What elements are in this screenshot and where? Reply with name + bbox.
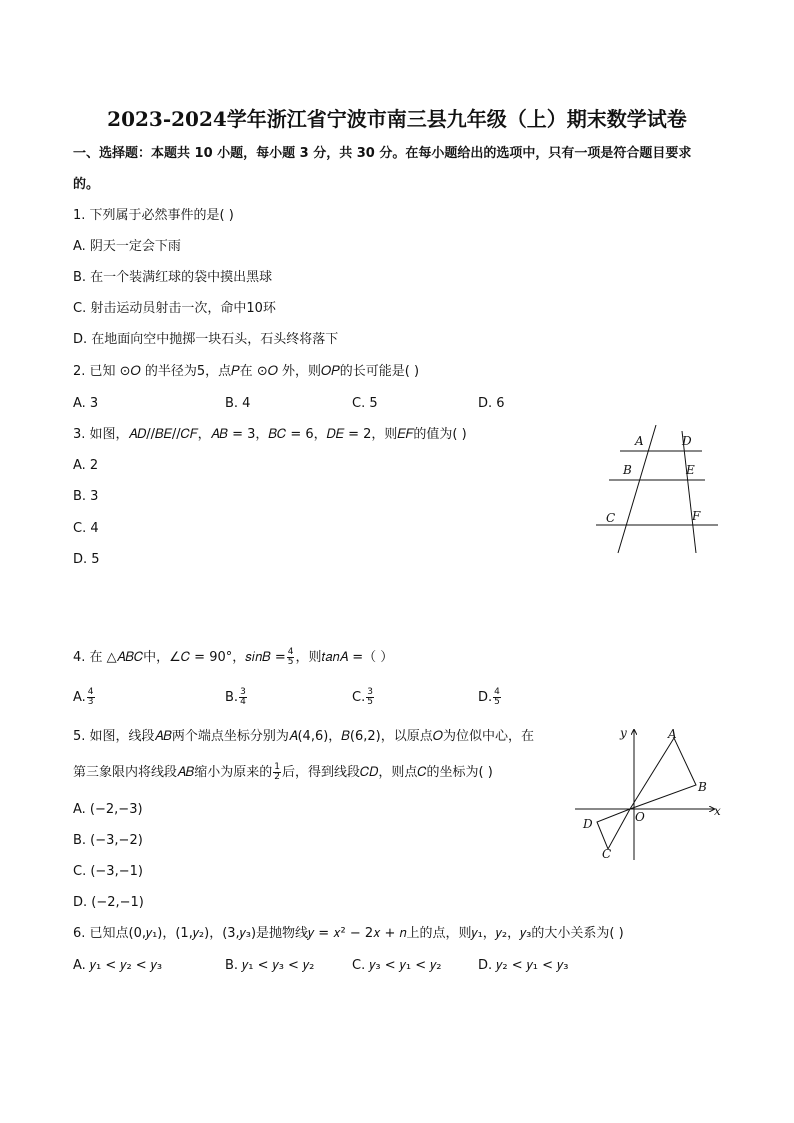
- question-4-stem-fraction: [287, 648, 295, 667]
- option-fraction: [239, 688, 247, 707]
- page-title: 2023-2024学年浙江省宁波市南三县九年级（上）期末数学试卷: [107, 107, 687, 131]
- fraction-numerator: 4: [87, 687, 94, 697]
- question-4-option-b: [225, 688, 248, 707]
- question-2-option-c: C. 5: [352, 396, 378, 411]
- question-2-option-d: D. 6: [478, 396, 505, 411]
- question-1-option-b: B. 在一个装满红球的袋中摸出黑球: [73, 270, 273, 285]
- question-2-stem: 2. 已知 ⊙𝑂 的半径为5，点𝑃在 ⊙𝑂 外，则𝑂𝑃的长可能是( ): [73, 364, 420, 379]
- fraction-numerator: 4: [287, 647, 294, 657]
- question-1-option-c: C. 射击运动员射击一次，命中10环: [73, 301, 276, 316]
- fraction-denominator: 5: [287, 657, 294, 667]
- label-a: A: [668, 727, 677, 741]
- option-fraction: [493, 688, 501, 707]
- question-1-option-d: D. 在地面向空中抛掷一块石头，石头终将落下: [73, 332, 339, 347]
- question-4-option-c: [352, 688, 375, 707]
- transversal-right: [682, 431, 696, 553]
- question-3-option-c: C. 4: [73, 521, 99, 536]
- question-6-option-d: D. 𝑦₂ < 𝑦₁ < 𝑦₃: [478, 958, 569, 973]
- fraction-numerator: 3: [367, 687, 373, 697]
- label-c: C: [606, 511, 616, 525]
- question-5-stem-line1: 5. 如图，线段𝐴𝐵两个端点坐标分别为𝐴(4,6)，𝐵(6,2)，以原点𝑂为位似中心，在: [73, 729, 534, 744]
- triangle-oab: [630, 738, 696, 809]
- stem-part-a: 第三象限内将线段𝐴𝐵缩小为原来的: [73, 765, 273, 780]
- question-5-option-c: C. (−3,−1): [73, 864, 143, 879]
- question-3-figure: [590, 425, 725, 560]
- stem-fraction: [273, 763, 281, 782]
- question-4-option-a: [73, 688, 96, 707]
- question-4-option-d: [478, 688, 502, 707]
- option-letter: D.: [478, 690, 493, 705]
- label-f: F: [692, 509, 701, 523]
- question-3-option-b: B. 3: [73, 489, 99, 504]
- option-letter: A.: [73, 690, 86, 705]
- question-5-figure: [572, 722, 732, 864]
- fraction-denominator: 5: [367, 697, 373, 707]
- question-4-stem-part-a: 4. 在 △𝐴𝐵𝐶中，∠𝐶 = 90°，𝑠𝑖𝑛𝐵 =: [73, 650, 286, 665]
- question-4-stem-part-b: ，则𝑡𝑎𝑛𝐴 =（ ）: [295, 650, 394, 665]
- question-6-option-b: B. 𝑦₁ < 𝑦₃ < 𝑦₂: [225, 958, 315, 973]
- question-3-stem: 3. 如图，𝐴𝐷//𝐵𝐸//𝐶𝐹，𝐴𝐵 = 3，𝐵𝐶 = 6，𝐷𝐸 = 2，则𝐸𝐹的值为( ): [73, 427, 467, 442]
- fraction-denominator: 4: [240, 697, 246, 707]
- question-2-option-a: A. 3: [73, 396, 99, 411]
- option-letter: C.: [352, 690, 366, 705]
- label-a: A: [635, 434, 644, 448]
- fraction-denominator: 5: [494, 697, 500, 707]
- question-1-stem: 1. 下列属于必然事件的是( ): [73, 208, 234, 223]
- question-6-option-c: C. 𝑦₃ < 𝑦₁ < 𝑦₂: [352, 958, 442, 973]
- question-2-option-b: B. 4: [225, 396, 251, 411]
- fraction-numerator: 3: [240, 687, 246, 697]
- option-letter: B.: [225, 690, 239, 705]
- label-d: D: [583, 817, 593, 831]
- label-x: x: [714, 804, 721, 818]
- label-o: O: [635, 810, 645, 824]
- option-fraction: [366, 688, 374, 707]
- triangle-ocd: [597, 809, 630, 849]
- question-4-stem: [73, 648, 393, 667]
- section-heading-line1: 一、选择题：本题共 10 小题，每小题 3 分，共 30 分。在每小题给出的选项中，只有一项是符合题目要求: [73, 146, 692, 161]
- section-heading-line2: 的。: [73, 177, 100, 192]
- label-d: D: [682, 434, 692, 448]
- question-3-option-d: D. 5: [73, 552, 100, 567]
- fraction-numerator: 1: [274, 762, 281, 772]
- label-c: C: [602, 847, 612, 861]
- question-5-stem-line2: [73, 763, 493, 782]
- fraction-denominator: 3: [87, 697, 94, 707]
- question-5-option-a: A. (−2,−3): [73, 802, 143, 817]
- label-y: y: [620, 726, 627, 740]
- question-5-option-d: D. (−2,−1): [73, 895, 144, 910]
- fraction-numerator: 4: [494, 687, 500, 697]
- fraction-denominator: 2: [274, 772, 281, 782]
- stem-part-b: 后，得到线段𝐶𝐷，则点𝐶的坐标为( ): [282, 765, 493, 780]
- label-e: E: [686, 463, 695, 477]
- label-b: B: [623, 463, 632, 477]
- option-fraction: [87, 688, 95, 707]
- question-6-stem: 6. 已知点(0,𝑦₁)，(1,𝑦₂)，(3,𝑦₃)是抛物线𝑦 = 𝑥² − 2𝑥 + 𝑛上的点，则𝑦₁，𝑦₂，𝑦₃的大小关系为( ): [73, 926, 624, 941]
- label-b: B: [698, 780, 707, 794]
- question-3-option-a: A. 2: [73, 458, 99, 473]
- question-6-option-a: A. 𝑦₁ < 𝑦₂ < 𝑦₃: [73, 958, 163, 973]
- question-5-option-b: B. (−3,−2): [73, 833, 143, 848]
- question-1-option-a: A. 阴天一定会下雨: [73, 239, 181, 254]
